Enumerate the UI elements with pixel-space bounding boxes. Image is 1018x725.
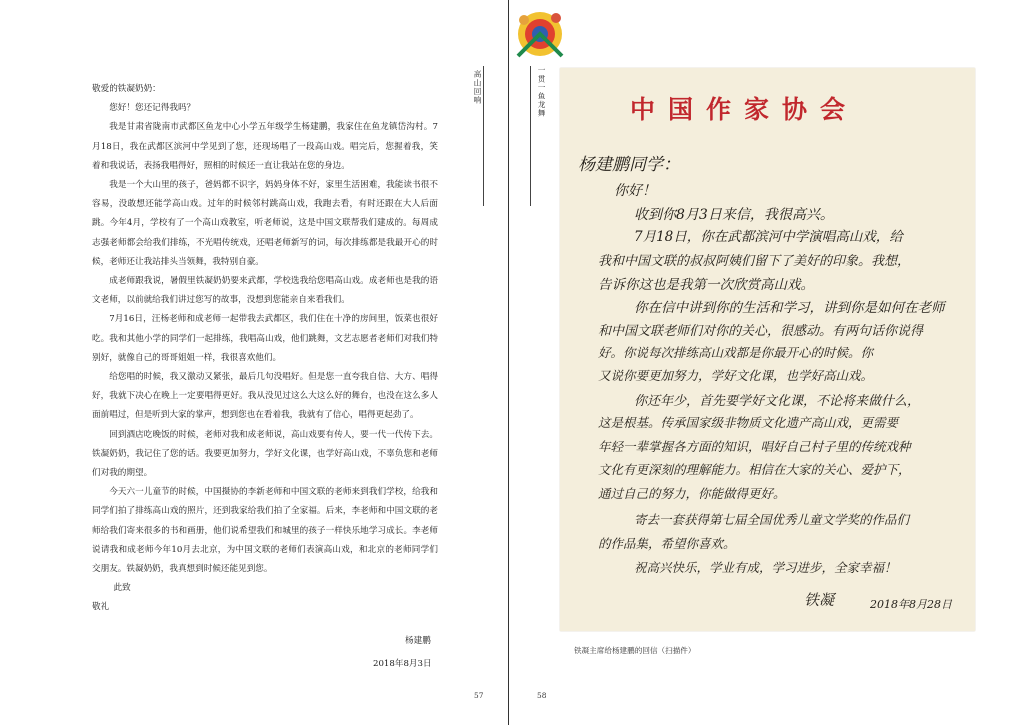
handwritten-line: 好。你说每次排练高山戏都是你最开心的时候。你 [598, 345, 874, 360]
scan-caption: 铁凝主席给杨建鹏的回信（扫描件） [574, 646, 696, 655]
handwritten-date: 2018年8月28日 [870, 598, 952, 611]
letter-paragraph: 7月16日，汪杨老师和成老师一起带我去武都区，我们住在十净的房间里，饭菜也很好吃。我和其他小学的同学们一起排练，我唱高山戏，他们跳舞，文艺志愿者老师们对我们特别好，就像自己的哥哥姐姐一样，我很喜欢他们。 [92, 314, 438, 363]
letter-paragraph: 我是一个大山里的孩子，爸妈都不识字，妈妈身体不好，家里生活困难，我能读书很不容易，没敢想还能学高山戏。过年的时候邻村跳高山戏，我跑去看，有时还跟在大人后面跳。今年4月，学校有了一个高山戏教室，听老师说，这是中国文联帮我们建成的。每周成志强老师都会给我们排练，不光唱传统戏，还唱老师新写的词，每次排练都是我最开心的时候，老师还让我站排头当领舞，我特别自豪。 [92, 180, 438, 267]
letter-paragraph: 成老师跟我说，暑假里铁凝奶奶要来武都，学校选我给您唱高山戏。成老师也是我的语文老师，以前就给我们讲过您写的故事，没想到您能亲自来看我们。 [92, 276, 438, 306]
handwritten-line: 年轻一辈掌握各方面的知识，唱好自己村子里的传统戏种 [598, 439, 911, 454]
letter-body [92, 80, 438, 618]
handwritten-line: 通过自己的努力，你能做得更好。 [598, 486, 786, 501]
handwritten-line: 寄去一套获得第七届全国优秀儿童文学奖的作品们 [634, 512, 910, 527]
handwritten-line: 又说你要更加努力，学好文化课，也学好高山戏。 [598, 368, 874, 383]
letter-paragraph: 您好！您还记得我吗？ [109, 103, 196, 114]
letter-signature: 杨建鹏 [405, 636, 431, 646]
handwritten-line: 和中国文联老师们对你的关心，很感动。有两句话你说得 [598, 324, 924, 339]
handwritten-line: 你在信中讲到你的生活和学习，讲到你是如何在老师 [634, 300, 945, 316]
handwritten-line: 收到你8月3日来信，我很高兴。 [634, 207, 834, 223]
letter-closing-1: 此致 [113, 583, 131, 594]
right-page-number: 58 [537, 691, 547, 700]
left-running-title: 高山回响 [473, 70, 482, 105]
handwritten-signature: 铁凝 [804, 591, 835, 609]
right-running-title: 一贯一鱼龙舞 [537, 66, 546, 118]
handwritten-letter-scan [560, 68, 975, 631]
handwritten-line: 我和中国文联的叔叔阿姨们留下了美好的印象。我想， [598, 254, 911, 269]
letter-date: 2018年8月3日 [373, 659, 432, 669]
folk-ornament-image [510, 6, 570, 66]
handwritten-line: 的作品集，希望你喜欢。 [598, 536, 736, 551]
handwritten-line: 文化有更深刻的理解能力。相信在大家的关心、爱护下， [598, 462, 911, 477]
handwritten-line: 你好！ [614, 183, 656, 199]
handwritten-line: 你还年少，首先要学好文化课，不论将来做什么， [634, 394, 921, 409]
left-title-rule [483, 66, 484, 206]
letter-salutation: 敬爱的铁凝奶奶： [92, 84, 161, 94]
letterhead-title: 中国作家协会 [630, 95, 859, 124]
letter-paragraph: 今天六一儿童节的时候，中国摄协的李新老师和中国文联的老师来到我们学校，给我和同学们拍了排练高山戏的照片，还到我家给我们拍了全家福。后来，李老师和中国文联的老师给我们寄来很多的书和画册，他们说希望我们和城里的孩子一样快乐地学习成长。李老师说请我和成老师今年10月去北京，为中国文联的老师们表演高山戏，和北京的老师同学们交朋友。铁凝奶奶，我真想到时候还能见到您。 [92, 487, 438, 575]
handwritten-line: 这是根基。传承国家级非物质文化遗产高山戏，更需要 [598, 415, 899, 430]
handwritten-line: 杨建鹏同学： [578, 155, 680, 175]
letter-paragraph: 我是甘肃省陇南市武都区鱼龙中心小学五年级学生杨建鹏，我家住在鱼龙镇岱沟村。7月18日，我在武都区滨河中学见到了您，还现场唱了一段高山戏。唱完后，您握着我，笑着和我说话，表扬我唱得好，照相的时候还一直让我站在您的身边。 [92, 122, 438, 171]
handwritten-line: 7月18日，你在武都滨河中学演唱高山戏，给 [634, 229, 903, 245]
letter-paragraph: 回到酒店吃晚饭的时候，老师对我和成老师说，高山戏要有传人，要一代一代传下去。铁凝奶奶，我记住了您的话。我要更加努力，学好文化课，也学好高山戏，不辜负您和老师们对我的期望。 [92, 429, 438, 479]
handwritten-line: 告诉你这也是我第一次欣赏高山戏。 [598, 277, 814, 293]
letter-closing-2: 敬礼 [92, 602, 110, 613]
letter-paragraph: 给您唱的时候，我又激动又紧张，最后几句没唱好。但是您一直夸我自信、大方、唱得好，我就下决心在晚上一定要唱得更好。我从没见过这么大这么好的舞台，也没在这么多人面前唱过，但是听到大家的掌声，想到您也在看着我，我就有了信心，唱得更起劲了。 [92, 372, 438, 421]
handwritten-line: 祝高兴快乐，学业有成，学习进步，全家幸福！ [634, 560, 897, 575]
left-page-number: 57 [474, 691, 484, 700]
right-title-rule [530, 66, 531, 206]
